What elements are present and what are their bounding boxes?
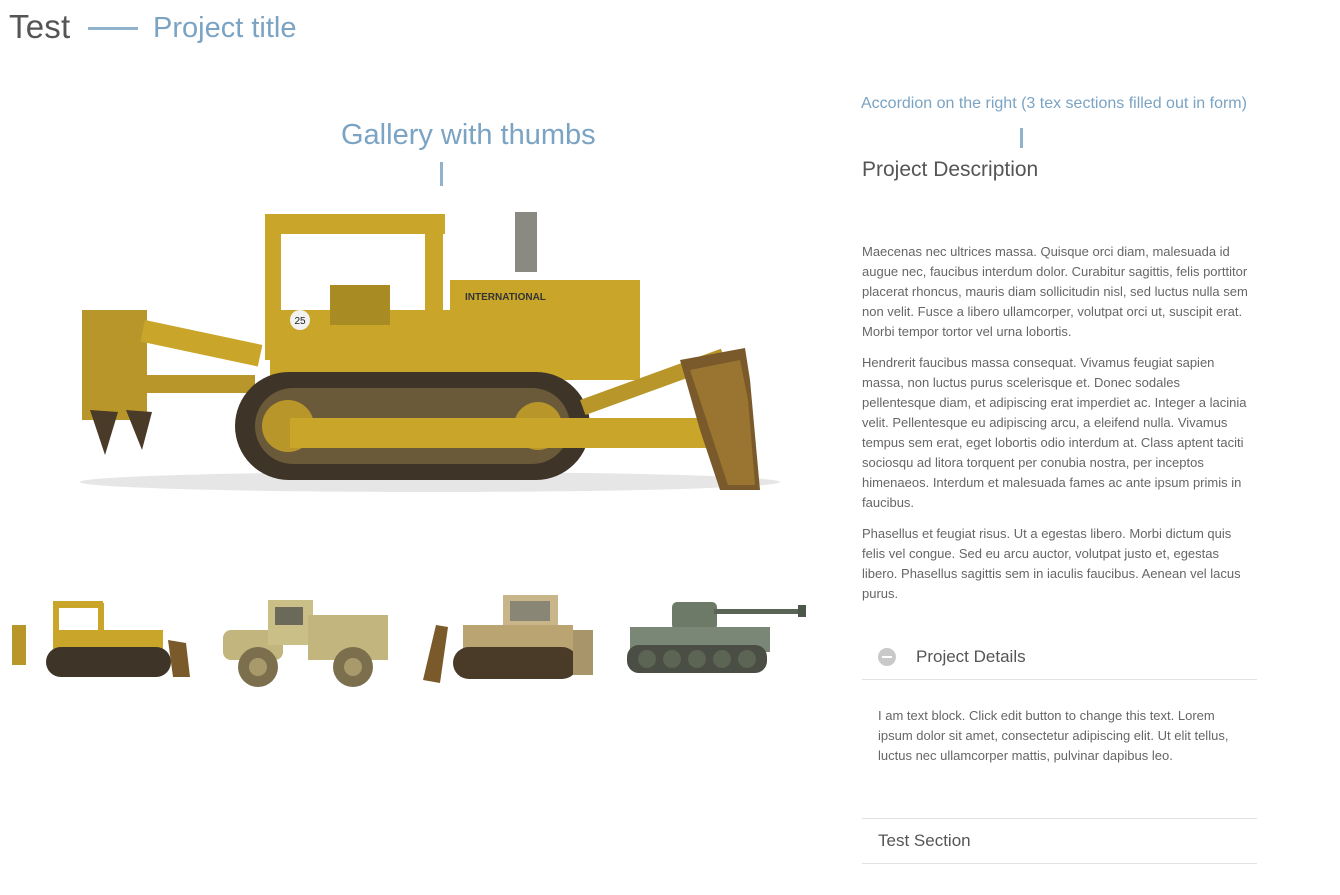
bulldozer-thumb-icon [8, 585, 193, 700]
gallery-annotation: Gallery with thumbs [341, 119, 596, 151]
project-description-title: Project Description [862, 158, 1039, 181]
annotation-line [88, 27, 138, 30]
tank-thumb-icon [622, 585, 807, 700]
gallery-thumb-dozer[interactable] [418, 585, 603, 700]
svg-text:25: 25 [294, 316, 306, 327]
project-description-body [862, 242, 1257, 615]
description-paragraph: Hendrerit faucibus massa consequat. Vivamus feugiat sapien massa, non luctus purus scelerisque et. Donec sodales pellentesque diam, et adipiscing erat imperdiet ac. Integer a lacinia velit. Pellentesque eu adipiscing arcu, a eleifend nulla. Vivamus tempus sem erat, eget lobortis odio interdum at. Class aptent taciti sociosqu ad litora torquent per conubia nostra, per inceptos himenaeos. Interdum et malesuada fames ac ante ipsum primis in faucibus. [862, 355, 1247, 510]
gallery-main-image[interactable] [60, 200, 790, 500]
accordion-annotation: Accordion on the right (3 tex sections filled out in form) [861, 95, 1247, 112]
gallery-annotation-tick [440, 162, 443, 186]
accordion-header-test-section[interactable] [862, 818, 1257, 864]
accordion-annotation-tick [1020, 128, 1023, 148]
bulldozer-image [60, 200, 790, 500]
accordion-header-project-details[interactable] [862, 634, 1257, 680]
page-title: Test [9, 8, 71, 45]
accordion-label: Test Section [878, 831, 971, 850]
svg-text:INTERNATIONAL: INTERNATIONAL [465, 292, 546, 303]
description-paragraph: Maecenas nec ultrices massa. Quisque orci diam, malesuada id augue nec, faucibus interdum dolor. Curabitur sagittis, felis porttitor placerat rhoncus, mauris diam sollicitudin nisl, sed luctus nulla sem non velit. Fusce a libero ullamcorper, volutpat orci ut, suscipit erat. Morbi tempor tortor vel urna lobortis. [862, 244, 1248, 339]
collapse-icon[interactable] [878, 648, 896, 666]
accordion-content-project-details: I am text block. Click edit button to change this text. Lorem ipsum dolor sit amet, consectetur adipiscing elit. Ut elit tellus, luctus nec ullamcorper mattis, pulvinar dapibus leo. [878, 708, 1229, 763]
project-title-annotation: Project title [153, 12, 297, 44]
accordion-label: Project Details [916, 646, 1026, 666]
description-paragraph: Phasellus et feugiat risus. Ut a egestas libero. Morbi dictum quis felis vel congue. Sed eu arcu auctor, volutpat justo et, egestas libero. Phasellus sagittis sem in iaculis faucibus. Aenean vel lacus purus. [862, 526, 1241, 601]
gallery-thumb-tank[interactable] [622, 585, 807, 700]
truck-thumb-icon [213, 585, 398, 700]
dozer-thumb-icon [418, 585, 603, 700]
gallery-thumb-bulldozer[interactable] [8, 585, 193, 700]
gallery-thumb-truck[interactable] [213, 585, 398, 700]
